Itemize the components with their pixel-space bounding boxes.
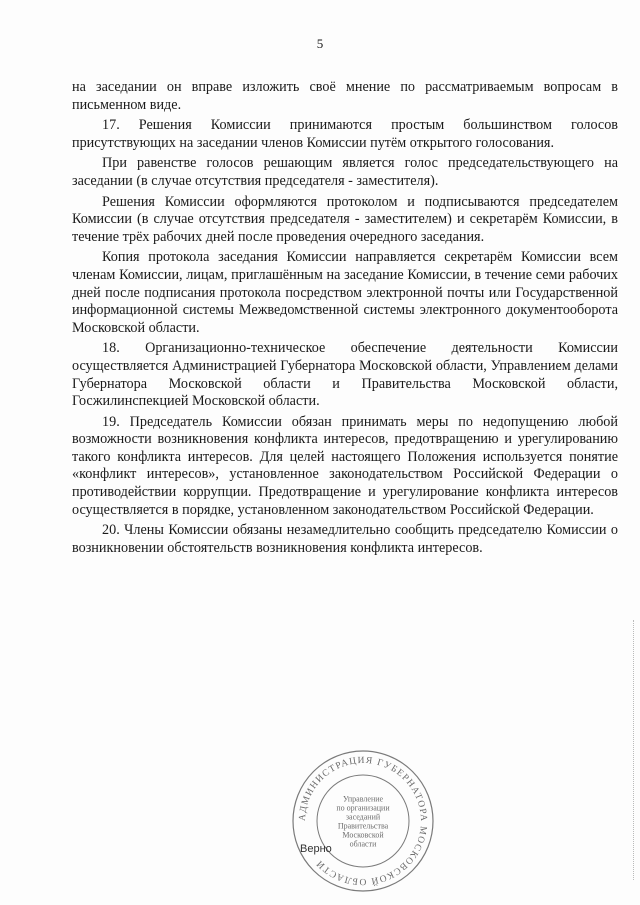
seal-inner-line: области [349, 839, 377, 849]
paragraph-19: 19. Председатель Комиссии обязан принимать меры по недопущению любой возможности возникновения конфликта интересов, предотвращению и урегулированию такого конфликта интересов. Для целей настоящего Положения используется понятие «конфликт интересов», установленное законодательством Российской Федерации о противодействии коррупции. Предотвращение и урегулирование конфликта интересов осуществляется в порядке, установленном законодательством Российской Федерации. [72, 413, 618, 518]
certification-mark: Верно [300, 843, 332, 855]
paragraph-17: 17. Решения Комиссии принимаются простым большинством голосов присутствующих на заседании членов Комиссии путём открытого голосования. [72, 117, 618, 151]
seal-ring-text: АДМИНИСТРАЦИЯ ГУБЕРНАТОРА МОСКОВСКОЙ ОБЛАСТИ [297, 755, 429, 887]
seal-inner-line: заседаний [345, 812, 381, 822]
margin-dotted-line [632, 620, 634, 880]
paragraph-20: 20. Члены Комиссии обязаны незамедлительно сообщить председателю Комиссии о возникновении обстоятельств возникновения конфликта интересов. [72, 522, 618, 556]
page-number: 5 [316, 36, 324, 51]
seal-inner-line: Правительства [337, 821, 389, 831]
paragraph: При равенстве голосов решающим является голос председательствующего на заседании (в случае отсутствия председателя - заместителя). [72, 155, 618, 189]
seal-inner-line: по организации [336, 803, 390, 813]
paragraph: Копия протокола заседания Комиссии направляется секретарём Комиссии всем членам Комиссии, лицам, приглашённым на заседание Комиссии, в течение семи рабочих дней после подписания протокола посредством электронной почты или Государственной информационной системы Межведомственной системы электронного документооборота Московской области. [72, 249, 618, 336]
paragraph-18: 18. Организационно-техническое обеспечение деятельности Комиссии осуществляется Администрацией Губернатора Московской области, Управлением делами Губернатора Московской области и Правительства Московской области, Госжилинспекцией Московской области. [72, 340, 618, 410]
document-body [72, 79, 618, 560]
seal-inner-line: Московской [342, 830, 384, 840]
official-seal [288, 746, 438, 896]
paragraph: Решения Комиссии оформляются протоколом и подписываются председателем Комиссии (в случае отсутствия председателя - заместителем) и секретарём Комиссии, в течение трёх рабочих дней после проведения очередного заседания. [72, 193, 618, 245]
seal-inner-line: Управление [342, 794, 384, 804]
paragraph: на заседании он вправе изложить своё мнение по рассматриваемым вопросам в письменном виде. [72, 79, 618, 113]
